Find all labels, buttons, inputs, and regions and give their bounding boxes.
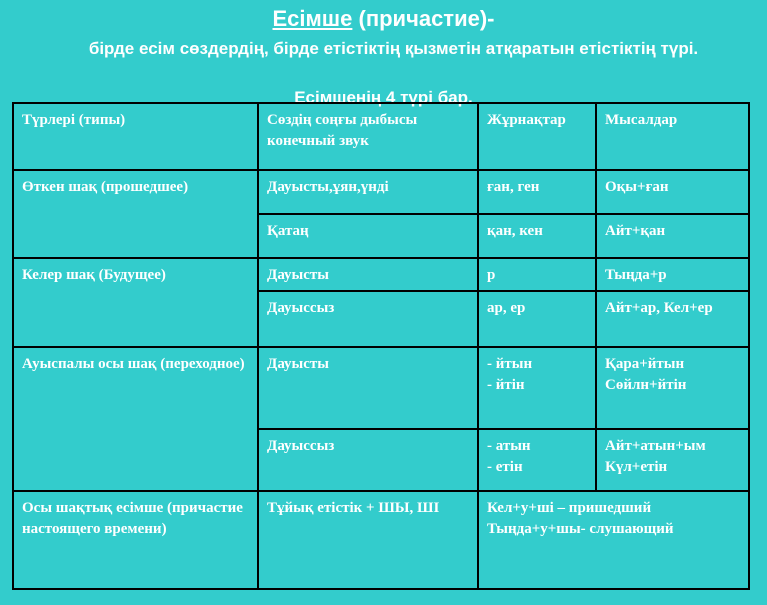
past-suffix-2: қан, кен — [478, 214, 596, 258]
transitional-type-cell: Ауыспалы осы шақ (переходное) — [13, 347, 258, 491]
participle-types-table — [12, 102, 750, 590]
transitional-example-2a: Айт+атын+ым — [605, 438, 706, 454]
present-example-1: Кел+у+ші – пришедший — [487, 500, 652, 516]
future-example-2: Айт+ар, Кел+ер — [596, 291, 749, 347]
table-row — [13, 170, 749, 214]
past-type-cell: Өткен шақ (прошедшее) — [13, 170, 258, 258]
future-sound-1: Дауысты — [258, 258, 478, 291]
future-example-1: Тыңда+р — [596, 258, 749, 291]
transitional-example-2 — [596, 429, 749, 491]
future-type-cell: Келер шақ (Будущее) — [13, 258, 258, 347]
title-term: Есімше — [272, 6, 353, 31]
present-examples — [478, 491, 749, 589]
future-suffix-2: ар, ер — [478, 291, 596, 347]
past-sound-2: Қатаң — [258, 214, 478, 258]
future-suffix-1: р — [478, 258, 596, 291]
past-example-1: Оқы+ған — [596, 170, 749, 214]
transitional-suffix-1 — [478, 347, 596, 429]
table-row — [13, 347, 749, 429]
types-count-text: Есімшенің 4 түрі бар. — [294, 88, 473, 107]
transitional-suffix-2b: - етін — [487, 459, 523, 475]
header-suffixes: Жұрнақтар — [478, 103, 596, 170]
transitional-example-1a: Қара+йтын — [605, 356, 685, 372]
transitional-suffix-1b: - йтін — [487, 377, 525, 393]
header-examples: Мысалдар — [596, 103, 749, 170]
transitional-suffix-1a: - йтын — [487, 356, 533, 372]
table-header-row — [13, 103, 749, 170]
past-suffix-1: ған, ген — [478, 170, 596, 214]
definition-text: бірде есім сөздердің, бірде етістіктің қызметін атқаратын етістіктің түрі. — [88, 39, 699, 58]
past-sound-1: Дауысты,ұян,үнді — [258, 170, 478, 214]
transitional-example-2b: Күл+етін — [605, 459, 668, 475]
transitional-sound-1: Дауысты — [258, 347, 478, 429]
transitional-example-1b: Сөйлн+йтін — [605, 377, 687, 393]
title-term-ru: (причастие)- — [352, 6, 495, 31]
transitional-example-1 — [596, 347, 749, 429]
future-sound-2: Дауыссыз — [258, 291, 478, 347]
present-type-cell: Осы шақтық есімше (причастие настоящего времени) — [13, 491, 258, 589]
header-last-sound: Сөздің соңғы дыбысы конечный звук — [258, 103, 478, 170]
table-row — [13, 491, 749, 589]
present-sound: Тұйық етістік + ШЫ, ШІ — [258, 491, 478, 589]
header-types: Түрлері (типы) — [13, 103, 258, 170]
transitional-suffix-2 — [478, 429, 596, 491]
transitional-suffix-2a: - атын — [487, 438, 531, 454]
transitional-sound-2: Дауыссыз — [258, 429, 478, 491]
page-title — [0, 6, 767, 32]
present-example-2: Тыңда+у+шы- слушающий — [487, 521, 674, 537]
table-row — [13, 258, 749, 291]
past-example-2: Айт+қан — [596, 214, 749, 258]
